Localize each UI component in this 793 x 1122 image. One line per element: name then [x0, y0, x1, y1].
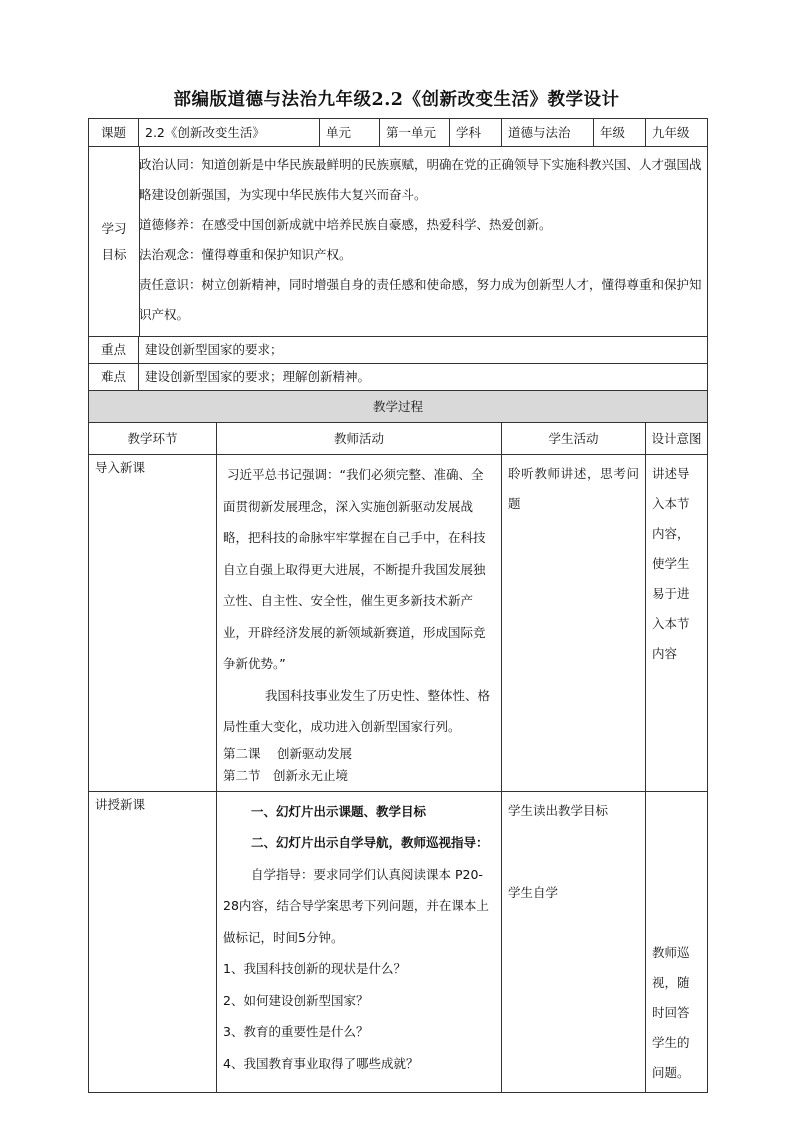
stage-new: 讲授新课: [89, 791, 217, 1092]
goal-moral: 道德修养：在感受中国创新成就中培养民族自豪感，热爱科学、热爱创新。: [139, 217, 552, 232]
key-point-value: 建设创新型国家的要求；: [139, 337, 708, 364]
grade-value: 九年级: [646, 119, 708, 147]
student-intro: 聆听教师讲述，思考问题: [502, 455, 646, 792]
lesson-label: 课题: [89, 119, 139, 147]
goal-political: 政治认同：知道创新是中华民族最鲜明的民族禀赋，明确在党的正确领导下实施科教兴国、人才强国战略建设创新强国，为实现中华民族伟大复兴而奋斗。: [139, 157, 702, 202]
goals-label: 学习 目标: [89, 147, 140, 336]
lesson-value: 2.2《创新改变生活》: [139, 119, 320, 147]
intent-new: 教师巡视，随时回答学生的问题。: [646, 791, 708, 1092]
process-heading: 教学过程: [89, 391, 708, 423]
difficulty-value: 建设创新型国家的要求；理解创新精神。: [139, 364, 708, 391]
grade-label: 年级: [594, 119, 646, 147]
goal-legal: 法治观念：懂得尊重和保护知识产权。: [139, 247, 352, 262]
teacher-intro: 习近平总书记强调：“我们必须完整、准确、全面贯彻新发展理念，深入实施创新驱动发展战略，把科技的命脉牢牢掌握在自己手中，在科技自立自强上取得更大进展，不断提升我国发展独立性、自主性、安全性，催生更多新技术新产业，开辟经济发展的新领域新赛道，形成国际竞争新优势。” 我国科技事业发生了历史性、整体性、格局性重大变化，成功进入创新型国家行列。 第二课 创新驱动发展 第二节 创新永无止境: [217, 455, 502, 792]
unit-label: 单元: [320, 119, 380, 147]
key-point-label: 重点: [89, 337, 139, 364]
intent-intro: 讲述导入本节内容，使学生易于进入本节内容: [646, 455, 708, 792]
col-stage: 教学环节: [89, 423, 217, 455]
subject-label: 学科: [450, 119, 502, 147]
col-teacher: 教师活动: [217, 423, 502, 455]
difficulty-label: 难点: [89, 364, 139, 391]
goal-responsibility: 责任意识：树立创新精神，同时增强自身的责任感和使命感，努力成为创新型人才，懂得尊重和保护知识产权。: [139, 277, 702, 322]
stage-intro: 导入新课: [89, 455, 217, 792]
subject-value: 道德与法治: [502, 119, 594, 147]
goals-content: [89, 147, 707, 333]
col-student: 学生活动: [502, 423, 646, 455]
col-intent: 设计意图: [646, 423, 708, 455]
student-new: 学生读出教学目标 学生自学: [502, 791, 646, 1092]
lesson-plan-table: [88, 118, 708, 1093]
teacher-new: 一、幻灯片出示课题、教学目标 二、幻灯片出示自学导航，教师巡视指导： 自学指导：要求同学们认真阅读课本 P20-28内容，结合导学案思考下列问题，并在课本上做标记，时间5分钟。 1、我国科技创新的现状是什么？ 2、如何建设创新型国家？ 3、教育的重要性是什么？ 4、我国教育事业取得了哪些成就？: [217, 791, 502, 1092]
unit-value: 第一单元: [380, 119, 450, 147]
document-title: 部编版道德与法治九年级2.2《创新改变生活》教学设计: [173, 90, 620, 110]
